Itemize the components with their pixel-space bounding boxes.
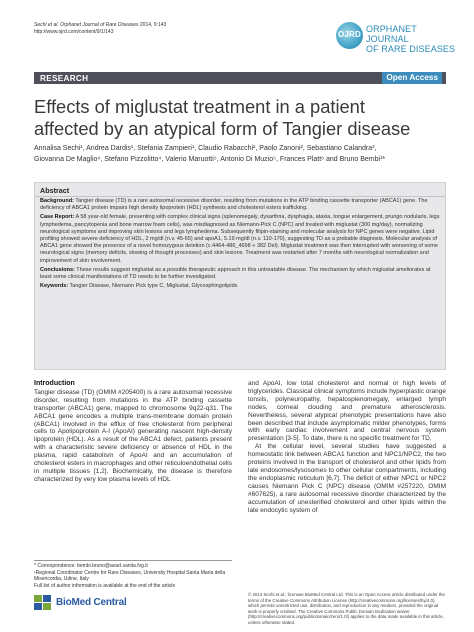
citation — [34, 22, 166, 35]
badge-text: OJRD — [337, 30, 362, 39]
authors-line: Annalisa Sechi¹, Andrea Dardis¹, Stefania Zampieri¹, Claudio Rabacchi², Paolo Zanoni², Sebastiano Calandra³, — [34, 145, 377, 152]
abstract-conclusions — [40, 267, 442, 281]
keywords-label: Keywords: — [40, 283, 69, 290]
correspondence-affiliation: ¹Regional Coordinator Centre for Rare Diseases, University Hospital Santa Maria della Misericordia, Udine, Italy — [34, 569, 226, 583]
abstract-background — [40, 198, 442, 212]
abstract-heading: Abstract — [40, 186, 70, 195]
abstract-keywords — [40, 283, 442, 290]
intro-paragraph: Tangier disease (TD) (OMIM #205400) is a rare autosomal recessive disorder, resulting from mutations in the ATP binding cassette transporter (ABCA1) gene, mapped to chromosome 9q22-q31. The ABCA1 gene encodes a multiple trans-membrane domain protein (ABCA1) involved in the efflux of free cholesterol from peripheral cells to Apolipoprotein A-I (ApoAI) generating nascent high-density lipoprotein (HDL). As a result of the ABCA1 defect, patients present with a characteristic severe deficiency or absence of HDL in the plasma, rapid catabolism of ApoAI and an accumulation of cholesterol esters in macrophages and other reticuloendothelial cells in multiple tissues [1,2]. Biochemically, the disease is therefore characterized by very low plasma levels of HDL — [34, 388, 232, 483]
correspondence-more: Full list of author information is available at the end of the article — [34, 582, 176, 589]
journal-name-line2: OF RARE DISEASES — [366, 44, 456, 54]
case-label: Case Report: — [40, 214, 75, 221]
intro-right-column — [248, 380, 446, 514]
open-access-badge: Open Access — [382, 72, 442, 84]
journal-name-line1: ORPHANET JOURNAL — [366, 24, 417, 44]
author-list — [34, 144, 446, 165]
title-line: Effects of miglustat treatment in a patient — [34, 96, 365, 117]
citation-line — [34, 22, 166, 29]
intro-paragraph: and ApoAI, low total cholesterol and normal or high levels of triglycerides. Classical clinical symptoms include hyperplastic orange tonsils, polyneuropathy, hepatosplenomegaly, enlarged lymph nodes, corneal clouding and premature atherosclerosis. Nevertheless, several atypical phenotypic presentations have also been described that include asymptomatic milder phenotypes, forms with early cardiac involvement and central nervous system presentation [3-5]. To date, there is no specific treatment for TD. — [248, 380, 446, 443]
conclusions-label: Conclusions: — [40, 266, 75, 273]
journal-logo[interactable] — [336, 20, 456, 54]
correspondence-note — [34, 560, 232, 589]
citation-journal: Sechi et al. Orphanet Journal of Rare Diseases — [34, 22, 139, 28]
license-text: © 2014 Sechi et al.; licensee BioMed Central Ltd. This is an Open Access article distributed under the terms of the Creative Commons Attribution License (http://creativecommons.org/licenses/by/4.0), which permits unrestricted use, distribution, and reproduction in any medium, provided the original work is properly credited. The Creative Commons Public Domain Dedication waiver (http://creativecommons.org/publicdomain/zero/1.0/) applies to the data made available in this article, unless otherwise stated. — [248, 592, 445, 625]
article-type-bar — [34, 72, 446, 84]
abstract-body — [40, 198, 442, 292]
background-label: Background: — [40, 198, 74, 204]
journal-name — [366, 24, 456, 54]
biomed-central-mark-icon — [34, 595, 52, 611]
title-line: affected by an atypical form of Tangier disease — [34, 118, 411, 139]
citation-url[interactable]: http://www.ojrd.com/content/9/1/143 — [34, 28, 114, 35]
intro-left-column — [34, 380, 232, 484]
publisher-name: BioMed Central — [56, 597, 127, 608]
keywords-text: Tangier Disease, Niemann Pick type C, Miglustat, Glycosphingolipids — [68, 283, 238, 290]
case-text: A 58 year-old female, presenting with complex clinical signs (splenomegaly, dysarthria, dysphagia, ataxia, tongue enlargement, prurigo nodularis, legs lymphedema, pancytopenia and bone marrow foam cells), was misdiagnosed as Niemann-Pick C (NPC) and treated with miglustat (300 mg/day), normalizing neurological symptoms and improving skin lesions and legs lymphedema. Subsequently filipin-staining and molecular analysis for NPC genes were negative. Lipid profiling showed severe deficiency of HDL, 2 mg/dl (n.v. 45-65) and apoA1, 5.19 mg/dl (n.v. 110-170), suggesting TD as a probable diagnosis. Molecular analysis of ABCA1 gene showed the presence of a novel homozygous deletion (c.4464-486_4698 + 382 Del). Miglustat treatment was then interrupted with worsening of some neurological signs (memory deficits, slowing of thought processes) and skin lesions. Treatment was restarted after 7 months with neurological normalization and improvement of skin involvement. — [40, 214, 440, 264]
intro-paragraph: At the cellular level, several studies have suggested a homeostatic link between ABCA1 function and NPC1/NPC2, the two proteins involved in the transport of cholesterol and other lipids from late endosomes/lysosomes to other cellular compartments, including the endoplasmic reticulum [6,7]. The deficit of either NPC1 or NPC2 causes Niemann Pick C (NPC) disease (OMIM #257220, OMIM #607625), a rare autosomal recessive disorder characterized by the accumulation of unesterified cholesterol and other lipids within the late endocytic system of — [248, 443, 446, 514]
background-text: Tangier disease (TD) is a rare autosomal recessive disorder, resulting from mutations in the ATP binding cassette transporter (ABCA1) gene. The deficiency of ABCA1 protein impairs high density lipoprotein (HDL) synthesis and cholesterol esters trafficking. — [40, 198, 428, 212]
abstract-box — [34, 182, 446, 370]
article-title — [34, 96, 454, 140]
abstract-case — [40, 214, 442, 264]
citation-volume: 2014, 9:143 — [138, 22, 167, 28]
abstract-divider — [35, 196, 445, 197]
intro-heading: Introduction — [34, 380, 75, 387]
ojrd-badge-icon — [336, 22, 363, 49]
conclusions-text: These results suggest miglustat as a possible therapeutic approach in this untreatable disease. The mechanism by which miglustat ameliorates at least some clinical manifestations of TD needs to be further investigated. — [40, 266, 431, 281]
authors-line: Giovanna De Maglio⁴, Stefano Pizzolitto⁴, Valerio Maruotti⁵, Antonio Di Muzio⁵, Frances Platt⁶ and Bruno Bembi¹* — [34, 155, 386, 163]
article-type-label: RESEARCH — [40, 73, 89, 83]
correspondence-email[interactable]: * Correspondence: bembi.bruno@aoud.sanita.fvg.it — [34, 563, 148, 569]
biomed-central-logo[interactable] — [34, 593, 130, 615]
